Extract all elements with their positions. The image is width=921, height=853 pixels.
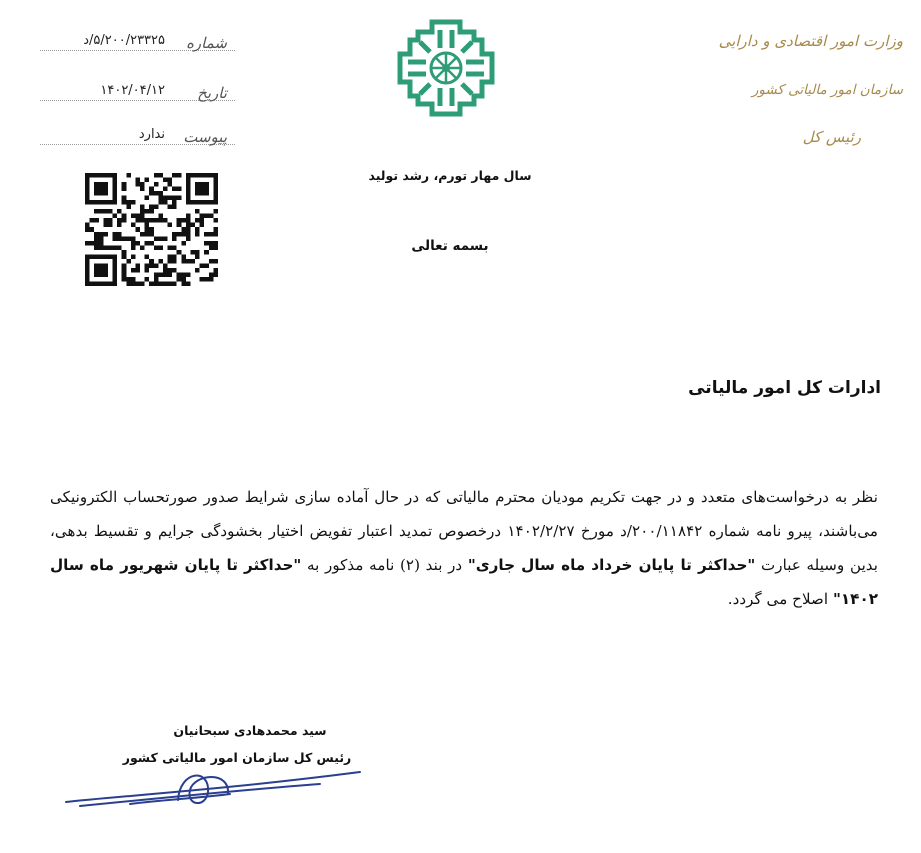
signatory-title: رئیس کل سازمان امور مالیاتی کشور bbox=[122, 750, 352, 765]
letter-number-value: ۵/۲۰۰/۲۳۳۲۵/د bbox=[83, 33, 165, 48]
letter-number-row bbox=[40, 28, 235, 51]
body-bold-phrase2: "حداکثر تا پایان شهریور ماه سال ۱۴۰۲" bbox=[50, 556, 878, 608]
org-line-tax-org: سازمان امور مالیاتی کشور bbox=[751, 82, 903, 98]
letter-date-row bbox=[40, 78, 235, 101]
letter-date-label: تاریخ bbox=[197, 84, 227, 102]
letter-body bbox=[50, 480, 878, 616]
tax-organization-logo-icon bbox=[396, 18, 496, 118]
qr-code-icon bbox=[85, 173, 218, 286]
recipient-heading: ادارات کل امور مالیاتی bbox=[688, 378, 881, 398]
year-slogan: سال مهار تورم، رشد تولید bbox=[368, 168, 532, 183]
letter-attachment-value: ندارد bbox=[138, 127, 165, 142]
signatory-name: سید محمدهادی سبحانیان bbox=[173, 723, 327, 738]
org-line-ministry: وزارت امور اقتصادی و دارایی bbox=[718, 32, 903, 50]
org-line-head: رئیس کل bbox=[802, 128, 861, 146]
body-text-part1: نظر به درخواست‌های متعدد و در جهت تکریم مودیان محترم مالیاتی که در حال آماده سازی شرایط صدور صورتحساب الکترونیکی می‌باشند، پیرو نامه شماره ۲۰۰/۱۱۸۴۲/د مورخ ۱۴۰۲/۲/۲۷ درخصوص تمدید اعتبار تفویض اختیار بخشودگی جرایم و تقسیط بدهی، بدین وسیله عبارت bbox=[50, 488, 878, 574]
letter-number-label: شماره bbox=[186, 34, 227, 52]
body-bold-phrase1: "حداکثر تا پایان خرداد ماه سال جاری" bbox=[467, 556, 756, 574]
basmala-heading: بسمه تعالی bbox=[411, 238, 489, 254]
letter-date-value: ۱۴۰۲/۰۴/۱۲ bbox=[100, 83, 165, 98]
letter-attachment-label: پیوست bbox=[183, 128, 227, 146]
body-text-part3: اصلاح می گردد. bbox=[727, 590, 829, 608]
body-text-part2: در بند (۲) نامه مذکور به bbox=[306, 556, 463, 574]
letter-attachment-row bbox=[40, 122, 235, 145]
